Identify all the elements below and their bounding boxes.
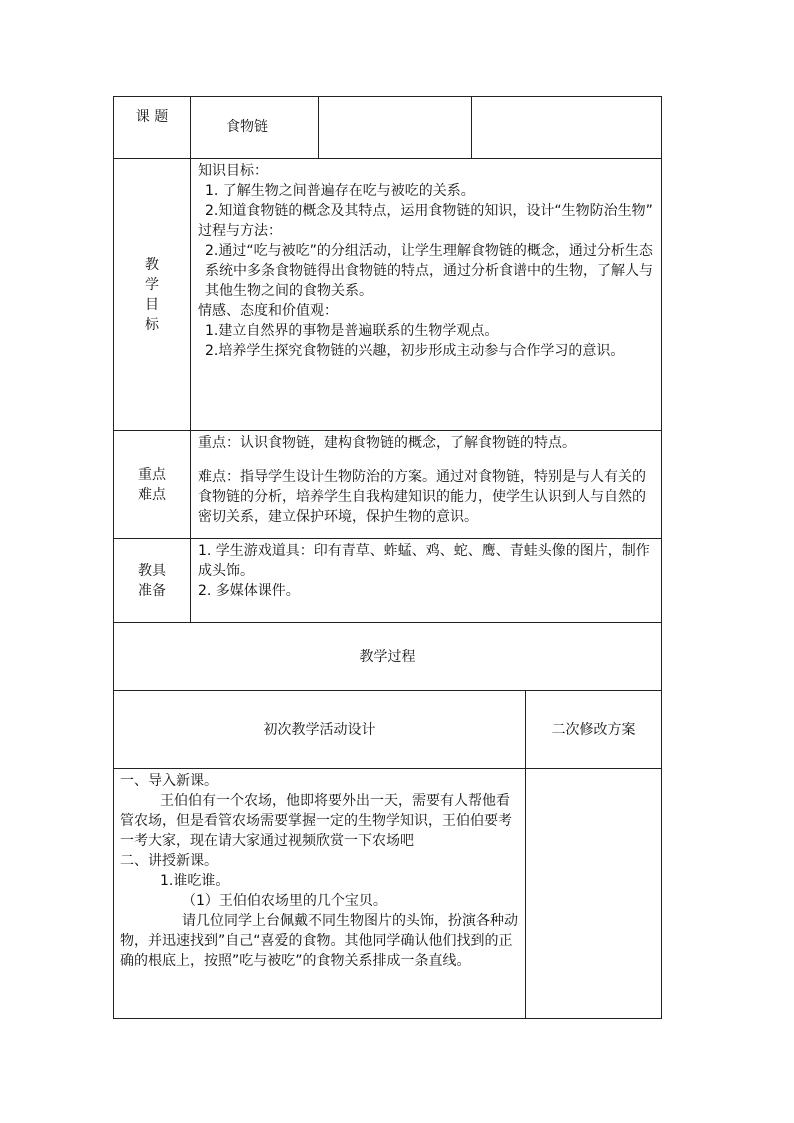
key-points-row — [114, 431, 662, 539]
process-header-row — [114, 691, 662, 769]
materials-item: 1. 学生游戏道具：印有青草、蚱蜢、鸡、蛇、鹰、青蛙头像的图片，制作成头饰。 — [198, 543, 650, 579]
emotion-item: 1.建立自然界的事物是普遍联系的生物学观点。 — [205, 323, 499, 339]
revision-plan-header: 二次修改方案 — [526, 691, 662, 769]
focus-text: 重点：认识食物链，建构食物链的概念，了解食物链的特点。 — [198, 435, 576, 451]
topic-value: 食物链 — [191, 97, 319, 159]
process-title-row — [114, 623, 662, 691]
process-line: 王伯伯有一个农场，他即将要外出一天，需要有人帮他看管农场，但是看管农场需要掌握一定的生物学知识，王伯伯要考一考大家，现在请大家通过视频欣赏一下农场吧 — [120, 793, 512, 849]
materials-label — [114, 539, 191, 623]
materials-label-line: 准备 — [138, 582, 166, 599]
lesson-plan-table — [113, 96, 662, 1019]
objectives-label — [114, 159, 191, 431]
topic-blank-cell-2 — [472, 97, 662, 159]
topic-label: 课 题 — [114, 97, 191, 159]
process-title: 过程与方法： — [198, 223, 282, 239]
process-line: 一、导入新课。 — [120, 773, 218, 789]
key-points-label — [114, 431, 191, 539]
key-points-label-line: 重点 — [138, 466, 166, 483]
materials-label-line: 教具 — [138, 562, 166, 579]
objectives-row — [114, 159, 662, 431]
objectives-content — [191, 159, 662, 431]
process-line: 请几位同学上台佩戴不同生物图片的头饰，扮演各种动物，并迅速找到”自己“喜爱的食物。其他同学确认他们找到的正确的根底上，按照”吃与被吃”的食物关系排成一条直线。 — [120, 913, 518, 969]
objectives-label-char: 标 — [145, 316, 159, 333]
revision-plan-content — [526, 769, 662, 1019]
knowledge-title: 知识目标： — [198, 163, 268, 179]
key-points-label-line: 难点 — [138, 486, 166, 503]
materials-row — [114, 539, 662, 623]
process-content-row — [114, 769, 662, 1019]
process-line: 1.谁吃谁。 — [160, 873, 230, 889]
materials-content — [191, 539, 662, 623]
process-item: 2.通过“吃与被吃”的分组活动，让学生理解食物链的概念，通过分析生态系统中多条食物链得出食物链的特点，通过分析食谱中的生物，了解人与其他生物之间的食物关系。 — [205, 243, 653, 299]
topic-blank-cell-1 — [319, 97, 472, 159]
process-line: 二、讲授新课。 — [120, 853, 218, 869]
difficulty-text: 难点：指导学生设计生物防治的方案。通过对食物链，特别是与人有关的食物链的分析，培养学生自我构建知识的能力，使学生认识到人与自然的密切关系，建立保护环境，保护生物的意识。 — [198, 469, 646, 525]
objectives-label-char: 教 — [145, 256, 159, 273]
objectives-label-char: 学 — [145, 276, 159, 293]
initial-design-header: 初次教学活动设计 — [114, 691, 526, 769]
knowledge-item: 2.知道食物链的概念及其特点，运用食物链的知识，设计“生物防治生物” — [205, 203, 653, 219]
initial-design-content — [114, 769, 526, 1019]
process-line: （1）王伯伯农场里的几个宝贝。 — [182, 893, 387, 909]
key-points-content — [191, 431, 662, 539]
objectives-label-char: 目 — [145, 296, 159, 313]
emotion-item: 2.培养学生探究食物链的兴趣，初步形成主动参与合作学习的意识。 — [205, 343, 625, 359]
knowledge-item: 1. 了解生物之间普遍存在吃与被吃的关系。 — [205, 183, 475, 199]
materials-item: 2. 多媒体课件。 — [198, 583, 300, 599]
emotion-title: 情感、态度和价值观： — [198, 303, 338, 319]
process-section-title: 教学过程 — [114, 623, 662, 691]
topic-row — [114, 97, 662, 159]
